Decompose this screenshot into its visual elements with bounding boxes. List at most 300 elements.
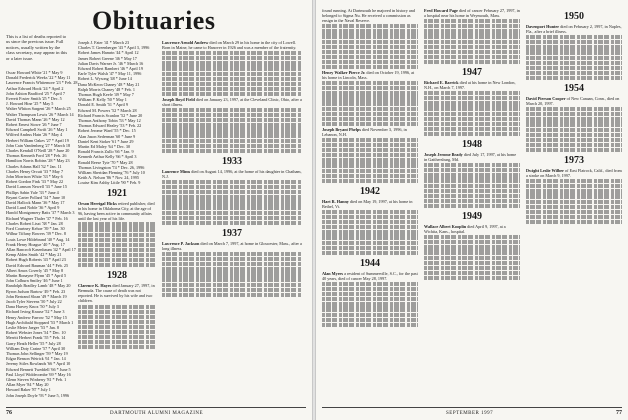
- body-text-line: [322, 65, 418, 69]
- body-text-line: [322, 287, 418, 291]
- body-text-line: [322, 34, 418, 38]
- deceased-name: Laurence Mims: [162, 168, 191, 174]
- body-text-line: [526, 117, 622, 121]
- name-list-item: J. Howard Hine '25 * May 5: [6, 101, 54, 107]
- name-list-item: Richard Wagner Thaler '37 * Feb. 16: [6, 215, 68, 221]
- name-list-item: Joseph J. Fater '41 * March 23: [78, 40, 130, 45]
- body-text-line: [162, 180, 302, 184]
- name-list-item: Howard Baker '87 * July 1: [6, 387, 51, 393]
- body-text-line: [526, 133, 622, 137]
- body-text-line: [78, 248, 156, 252]
- body-text-line: [424, 117, 520, 121]
- body-text-line: [526, 189, 622, 193]
- name-list-item: John Cain Vandenberg '27 * March 18: [6, 142, 71, 148]
- page-number-left: 76: [6, 410, 12, 416]
- class-year-heading: 1942: [360, 185, 380, 197]
- name-list-item: Edward Campbell Swift '26 * May 1: [6, 127, 68, 133]
- body-text-line: [322, 40, 418, 44]
- body-text-line: [322, 215, 418, 219]
- name-list-item: Robert Jerome Ward '55 * Dec. 15: [78, 128, 136, 134]
- name-list-item: Thomas Anthony Tobin '53 * May 12: [78, 118, 141, 124]
- name-list-item: Ford Courtney Kehoe '39 * Jan. 30: [6, 226, 65, 232]
- body-text-line: [78, 320, 156, 324]
- name-list-item: David Hallock Mann '36 * May 17: [6, 200, 65, 206]
- body-text-line: [526, 71, 622, 75]
- body-text-line: [424, 106, 520, 110]
- body-text-line: [526, 194, 622, 198]
- deceased-name: Henry Walker Pierce Jr.: [322, 69, 366, 75]
- class-year-heading: 1937: [222, 227, 242, 239]
- name-list-item: John Bertrand Sloan '49 * March 19: [6, 293, 67, 299]
- body-text-line: [322, 107, 418, 111]
- obituary-entry: [322, 271, 418, 281]
- body-text-line: [424, 204, 520, 208]
- body-text-line: [424, 194, 520, 198]
- name-list-item: William P. Kelly '50 * May 1: [78, 97, 127, 103]
- body-text-line: [526, 220, 622, 224]
- class-year-heading: 1949: [462, 211, 482, 222]
- name-list-item: Ronald Francis Zullo '66 * Jan. 9: [78, 149, 134, 155]
- obituary-column-4: [424, 8, 520, 400]
- name-list-item: Charles Adams Hall '32 * Jan. 11: [6, 163, 62, 169]
- body-text-line: [162, 92, 302, 96]
- body-text-line: [424, 250, 520, 254]
- body-text-line: [162, 133, 302, 137]
- obituary-text: a resident of Summerville, S.C., for the past 40 years, died of cancer May 28, 1997.: [322, 270, 418, 281]
- body-text-line: [424, 240, 520, 244]
- body-text-line: [162, 252, 302, 256]
- name-list-item: Robert James Hamrin '44 * April 12: [78, 50, 139, 56]
- obituary-column-5: [526, 8, 622, 400]
- body-text-line: [424, 50, 520, 54]
- body-text-line: [322, 235, 418, 239]
- name-list-item: John Ashton Bradford '25 * April 7: [6, 90, 65, 96]
- body-text-line: [322, 101, 418, 105]
- body-text-line: [162, 66, 302, 70]
- name-list-item: Thomas John Sellinger '59 * May 19: [6, 350, 68, 356]
- name-list-item: Louis Lowe Hildebrand '40 * Aug. 14: [6, 236, 70, 242]
- page-title: Obituaries: [92, 6, 216, 35]
- body-text-line: [162, 118, 302, 122]
- body-text-line: [526, 138, 622, 142]
- obituary-column-2: [162, 40, 302, 400]
- body-text-line: [162, 139, 302, 143]
- body-text-line: [162, 257, 302, 261]
- body-text-line: [322, 81, 418, 85]
- obituary-entry: [526, 24, 622, 34]
- name-list-item: Laurence Francis Whitemore '23 * Feb. 28: [6, 80, 78, 86]
- name-list-item: Dana McKeon Chaney '48 * May 21: [78, 81, 140, 87]
- body-text-line: [322, 220, 418, 224]
- body-text-line: [322, 225, 418, 229]
- body-text-line: [526, 143, 622, 147]
- body-text-line: [424, 19, 520, 23]
- body-text-line: [162, 272, 302, 276]
- body-text-line: [526, 61, 622, 65]
- body-text-line: [162, 195, 302, 199]
- name-list-item: David Lund Noble '36 * April 9: [6, 205, 60, 211]
- body-text-line: [322, 91, 418, 95]
- body-text-line: [162, 77, 302, 81]
- body-text-line: [526, 184, 622, 188]
- body-text-line: [162, 87, 302, 91]
- body-text-line: [322, 179, 418, 183]
- body-text-line: [322, 60, 418, 64]
- body-text-line: [162, 267, 302, 271]
- body-text-line: [322, 45, 418, 49]
- deceased-name: Lawrence Arnold Andrew: [162, 40, 209, 45]
- body-text-line: [322, 86, 418, 90]
- body-text-line: [526, 40, 622, 44]
- body-text-line: [424, 112, 520, 116]
- obituary-entry: [424, 8, 520, 18]
- body-text-line: [424, 45, 520, 49]
- body-text-line: [424, 199, 520, 203]
- body-text-line: [78, 227, 156, 231]
- deceased-name: Davenport Hunter: [526, 24, 560, 29]
- body-text-line: [322, 230, 418, 234]
- name-list-item: Frank Henry Hoague '40 * Aug. 17: [6, 241, 65, 247]
- obituary-entry: [322, 70, 418, 80]
- name-list-item: Henry Andrew Farrow '52 * May 15: [6, 314, 67, 320]
- body-text-line: [162, 56, 302, 60]
- deceased-name: Hart R. Hanny: [322, 198, 349, 204]
- deceased-name: Joseph Bryant Phelps: [322, 126, 361, 132]
- body-text-line: [424, 178, 520, 182]
- obituary-text: of East Flatrock, Calif., died from a stroke on March 9, 1997.: [526, 168, 622, 179]
- obituary-entry: [162, 169, 302, 179]
- name-list-item: Everett Foster Smith '25 * Dec. 5: [6, 96, 62, 102]
- body-text-line: [424, 24, 520, 28]
- body-text-line: [322, 24, 418, 28]
- body-text-line: [322, 158, 418, 162]
- body-text-line: [162, 200, 302, 204]
- class-year-heading: 1948: [462, 139, 482, 150]
- body-text-line: [322, 169, 418, 173]
- body-text-line: [424, 60, 520, 64]
- body-text-line: [526, 122, 622, 126]
- name-list-item: John Joseph Doyle '93 * June 5, 1996: [6, 392, 70, 398]
- obituary-entry: [322, 199, 418, 209]
- body-text-line: [322, 55, 418, 59]
- name-list-item: Phillips Sabin Yale '33 * June 4: [6, 189, 59, 195]
- body-text-line: [322, 282, 418, 286]
- body-text-line: [162, 128, 302, 132]
- obituary-text: found running. At Dartmouth he majored in history and belonged to Sigma Nu. He received a commission as ensign in the Naval Reserve.: [322, 8, 415, 24]
- body-text-line: [78, 253, 156, 257]
- body-text-line: [526, 50, 622, 54]
- body-text-line: [526, 112, 622, 116]
- name-list-item: Martin Ronayne Flynn '45 * April 5: [6, 272, 67, 278]
- obituary-entry: [424, 224, 520, 234]
- body-text-line: [424, 96, 520, 100]
- name-list-item: Merritt Herbert Frank '55 * Feb. 14: [6, 335, 66, 341]
- obituary-text: died January 27, 1997, in Bermuda. The cause of death was not reported. He is survived by his wife and two children.: [78, 283, 155, 304]
- obituary-entry: [526, 96, 622, 106]
- class-year-heading: 1928: [107, 270, 127, 282]
- obituary-text: died on May 19, 1997, at his home in Bethel, Vt.: [322, 198, 413, 209]
- deceased-name: Dwight Leslie Wilber: [526, 168, 564, 173]
- body-text-line: [78, 340, 156, 344]
- body-text-line: [78, 258, 156, 262]
- body-text-line: [424, 55, 520, 59]
- body-text-line: [322, 122, 418, 126]
- deceased-name: Joseph Boyd Field: [162, 96, 195, 102]
- body-text-line: [322, 148, 418, 152]
- name-list-item: William Doty Craine '57 * April 30: [6, 345, 66, 351]
- name-list-item: Alan Jason Sederman '60 * June 9: [78, 133, 136, 139]
- obituary-entry: [78, 201, 156, 221]
- body-text-line: [322, 117, 418, 121]
- body-text-line: [424, 101, 520, 105]
- name-list-item: Daniel Kent Stoker '61 * June 29: [78, 138, 134, 144]
- class-year-heading: 1933: [222, 155, 242, 167]
- body-text-line: [526, 107, 622, 111]
- name-list-item: Arthur Edward Hook '24 * April 2: [6, 85, 64, 91]
- body-text-line: [78, 325, 156, 329]
- name-list-item: Hamilton Norris Robins '28 * May 23: [6, 158, 70, 164]
- deceased-name: Clarence K. Hayes: [78, 283, 112, 289]
- body-text-line: [162, 82, 302, 86]
- body-text-line: [162, 288, 302, 292]
- body-text-line: [78, 263, 156, 267]
- obituary-text: died of cancer February 27, 1997, in a hospital near his home in Weymouth, Mass.: [424, 8, 520, 19]
- name-list-item: Glenn Steven Winberry '81 * Feb. 1: [6, 376, 67, 382]
- name-list-item: Robert Gordon Fink '33 * May 22: [6, 179, 64, 185]
- name-list-item: Paul Lloyd Widdecombe '69 * May 16: [6, 371, 71, 377]
- body-text-line: [424, 168, 520, 172]
- body-text-line: [322, 318, 418, 322]
- body-text-line: [162, 211, 302, 215]
- class-year-heading: 1954: [564, 83, 584, 94]
- body-text-line: [526, 210, 622, 214]
- body-text-line: [322, 96, 418, 100]
- name-list-item: Bryant Carter Pollard '34 * June 10: [6, 194, 66, 200]
- footer-rule: [6, 407, 306, 408]
- body-text-line: [424, 256, 520, 260]
- deceased-name: David Pierson Cooper: [526, 96, 566, 101]
- name-list-item: John Morrison White '33 * May 6: [6, 174, 63, 180]
- name-list-item: Edward M. Powers '52 * March 28: [78, 107, 137, 113]
- body-text-line: [322, 112, 418, 116]
- body-text-line: [424, 266, 520, 270]
- body-text-line: [424, 189, 520, 193]
- body-text-line: [424, 91, 520, 95]
- body-text-line: [322, 307, 418, 311]
- deceased-name: Fred Howard Page: [424, 8, 458, 13]
- body-text-line: [322, 313, 418, 317]
- name-list-item: Allan Bancroft Kasenbaum '42 * April 17: [6, 246, 76, 252]
- body-text-line: [322, 323, 418, 327]
- name-list-item: Albert Amos Coverly '45 * May 8: [6, 267, 64, 273]
- body-text-line: [78, 243, 156, 247]
- body-text-line: [78, 222, 156, 226]
- body-text-line: [424, 34, 520, 38]
- body-text-line: [78, 345, 156, 349]
- body-text-line: [78, 315, 156, 319]
- body-text-line: [322, 251, 418, 255]
- body-text-line: [424, 163, 520, 167]
- name-list-item: John Colburn Smiley '46 * June 1: [6, 278, 63, 284]
- name-list-item: Earle Tyler Walsh '47 * May 11, 1996: [78, 71, 142, 77]
- body-text-line: [322, 50, 418, 54]
- name-list-item: Julian Davis Warner Jr. '46 * March 16: [78, 60, 144, 66]
- obituary-column-1: [78, 185, 156, 400]
- body-text-line: [424, 245, 520, 249]
- deceased-name: Joseph Jerome Brady: [424, 152, 463, 157]
- name-list-item: Wilbur Tiffany Bowers '39 * Dec. 8: [6, 231, 66, 237]
- footer-rule-right: [322, 407, 622, 408]
- name-list-item: Hugh Archibald Stoppard '53 * March 1: [6, 319, 74, 325]
- body-text-line: [526, 128, 622, 132]
- name-list-item: Richard Francis Scanlon '52 * June 20: [78, 112, 143, 118]
- name-list-item: Thomas Livingston '74 * Dec. 26, 1996: [78, 164, 145, 170]
- body-text-line: [526, 200, 622, 204]
- deaths-name-list: [6, 70, 78, 398]
- body-text-line: [162, 185, 302, 189]
- name-list-item: Dana Harvey Knox '50 * July 3: [6, 304, 59, 310]
- obituary-text: died at his home in New London, N.H., on March 7, 1997.: [424, 80, 516, 91]
- deceased-name: Wallace Albert Kooplin: [424, 224, 467, 229]
- name-list-item: Robert Hugh Roberts '43 * April 23: [6, 257, 66, 263]
- body-text-line: [162, 113, 302, 117]
- body-text-line: [162, 293, 302, 297]
- deceased-name: Lawrence P. Jackson: [162, 240, 200, 246]
- body-text-line: [526, 45, 622, 49]
- body-text-line: [322, 143, 418, 147]
- body-text-line: [162, 190, 302, 194]
- body-text-line: [424, 271, 520, 275]
- deceased-name: Orson Herrigal Hicks: [78, 201, 117, 206]
- name-list-item: Ralph Morris Chaney '48 * Feb. 1: [78, 86, 135, 92]
- name-list-item: Donald Frederick Weeks '22 * May 11: [6, 75, 71, 81]
- footer-date: SEPTEMBER 1997: [446, 411, 494, 416]
- obituary-text: died July 17, 1997, at his home in Gaithersburg, Md.: [424, 152, 517, 163]
- obituary-text: died on August 14, 1996, at the home of his daughter in Chatham, N.J.: [162, 168, 302, 179]
- name-list-item: Walter Thompson Lewis '26 * March 14: [6, 111, 74, 117]
- body-text-line: [424, 261, 520, 265]
- body-text-line: [162, 277, 302, 281]
- obituary-entry: [424, 80, 520, 90]
- body-text-line: [424, 122, 520, 126]
- obituary-text: died on February 2, 1997, in Naples, Fla., after a brief illness.: [526, 24, 622, 35]
- body-text-line: [322, 246, 418, 250]
- name-list-item: David Lamson Newell '33 * June 15: [6, 184, 67, 190]
- body-text-line: [424, 235, 520, 239]
- obituary-entry: [322, 8, 418, 23]
- body-text-line: [526, 148, 622, 152]
- class-year-heading: 1921: [107, 188, 127, 199]
- name-list-item: Edward Robert Rambert '46 * April 19: [78, 66, 143, 72]
- body-text-line: [78, 233, 156, 237]
- name-list-item: Richard Irving Krause '52 * June 3: [6, 309, 65, 315]
- body-text-line: [424, 127, 520, 131]
- body-text-line: [322, 138, 418, 142]
- name-list-item: Garry Heath Heller '55 * July 28: [6, 340, 61, 346]
- body-text-line: [526, 66, 622, 70]
- obituary-text: of New Canaan, Conn., died on March 20, 1997.: [526, 96, 620, 107]
- name-list-item: Thomas Edward Healey '53 * Feb. 22: [78, 123, 142, 129]
- obituary-entry: [526, 168, 622, 178]
- body-text-line: [322, 297, 418, 301]
- name-list-item: Wilfred Andrus Hain '26 * May 4: [6, 132, 63, 138]
- body-text-line: [424, 132, 520, 136]
- body-text-line: [162, 51, 302, 55]
- body-text-line: [162, 283, 302, 287]
- body-text-line: [322, 163, 418, 167]
- name-list-item: Edward Bennett Tweddell '66 * June 5: [6, 366, 71, 372]
- left-page: [0, 0, 312, 420]
- body-text-line: [162, 149, 302, 153]
- intro-text: This is a list of deaths reported to us since the previous issue. Full notices, usually written by the class secretary, may appear in this or a later issue.: [6, 34, 68, 61]
- body-text-line: [322, 292, 418, 296]
- name-list-item: Kenneth Arthur Kelly '66 * April 3: [78, 154, 137, 160]
- body-text-line: [526, 76, 622, 80]
- body-text-line: [424, 184, 520, 188]
- name-list-item: Thomas Kenneth Ford '28 * Feb. 26: [6, 153, 67, 159]
- right-page: [316, 0, 628, 420]
- body-text-line: [424, 29, 520, 33]
- body-text-line: [162, 144, 302, 148]
- body-text-line: [78, 238, 156, 242]
- name-list-item: Allan Myer '84 * May 20: [6, 382, 49, 388]
- body-text-line: [424, 173, 520, 177]
- obituary-text: died April 9, 1997, at a Wichita, Kans., hospital.: [424, 224, 506, 235]
- body-text-line: [322, 302, 418, 306]
- class-year-heading: 1947: [462, 67, 482, 78]
- body-text-line: [526, 215, 622, 219]
- body-text-line: [322, 241, 418, 245]
- body-text-line: [78, 335, 156, 339]
- body-text-line: [526, 56, 622, 60]
- name-list-item: Kemp Alden Smith '42 * May 21: [6, 252, 62, 258]
- class-year-heading: 1944: [360, 257, 380, 269]
- name-list-item: Walter Whiton Sargent '26 * March 25: [6, 106, 71, 112]
- name-list-item: Louise Kim Ashby Little '90 * Feb. 9: [78, 180, 141, 186]
- body-text-line: [322, 29, 418, 33]
- body-text-line: [162, 123, 302, 127]
- name-list-item: Edgar Benson Weirick '61 * Jan. 14: [6, 356, 66, 362]
- body-text-line: [526, 35, 622, 39]
- body-text-line: [78, 330, 156, 334]
- footer-publication: DARTMOUTH ALUMNI MAGAZINE: [110, 411, 204, 416]
- name-list-item: William Sheridan Fleming '76 * July 10: [78, 170, 145, 176]
- class-year-heading: 1950: [564, 11, 584, 22]
- obituary-entry: [162, 40, 302, 50]
- body-text-line: [526, 179, 622, 183]
- obituary-text: died on January 23, 1997, at the Cleveland Clinic, Ohio, after a short illness.: [162, 96, 302, 107]
- obituary-entry: [162, 97, 302, 107]
- body-text-line: [78, 310, 156, 314]
- body-text-line: [162, 61, 302, 65]
- name-list-item: Keith A. Nelson '86 * Nov. 24, 1995: [78, 175, 139, 181]
- body-text-line: [322, 174, 418, 178]
- name-list-item: Charles Kendall O'Neill '28 * June 20: [6, 148, 70, 154]
- name-list-item: Leslie Meier Jaeger '53 * Jan. 8: [6, 324, 59, 330]
- obituary-entry: [424, 152, 520, 162]
- name-list-item: Charles Henry Orcutt '33 * May 7: [6, 168, 64, 174]
- class-year-heading: 1973: [564, 155, 584, 166]
- obituary-entry: [162, 241, 302, 251]
- body-text-line: [162, 262, 302, 266]
- name-list-item: David Edward Bauman '44 * Feb. 25: [6, 262, 69, 268]
- body-text-line: [162, 72, 302, 76]
- obituary-column-3: [322, 8, 418, 400]
- body-text-line: [526, 205, 622, 209]
- page-number-right: 77: [616, 410, 622, 416]
- obituary-text: died on March 7, 1997, at home in Gloucester, Mass., after a long illness.: [162, 240, 302, 251]
- name-list-item: Donald E. Smith '51 * April 9: [78, 102, 128, 108]
